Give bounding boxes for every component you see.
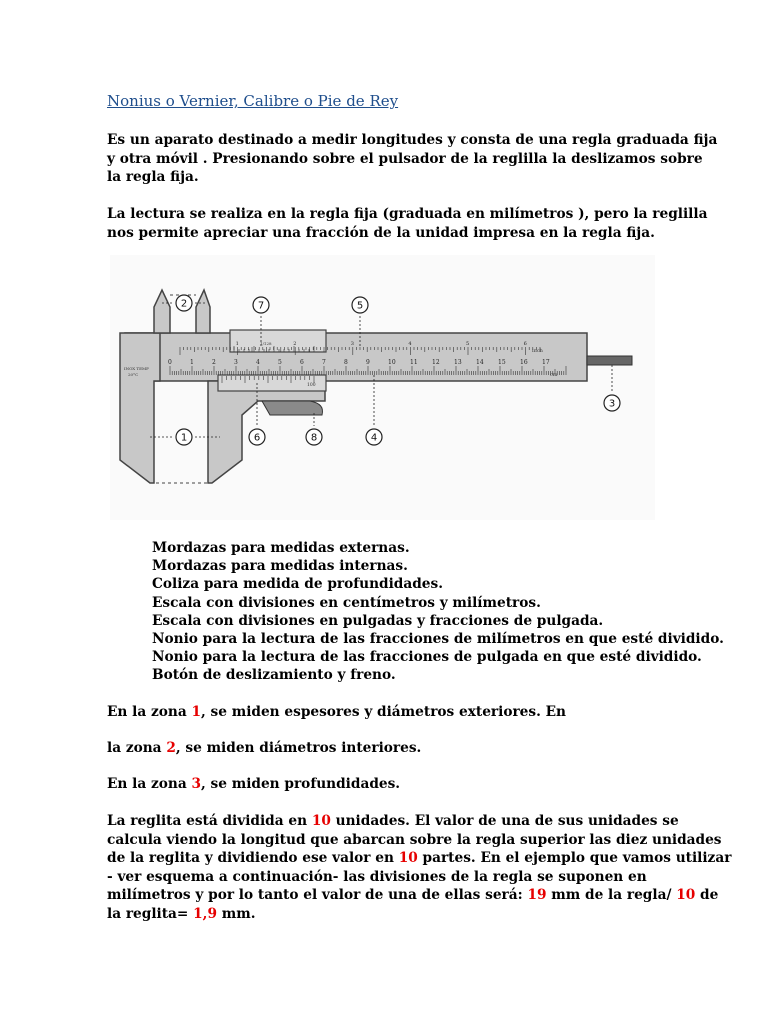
sliding-inner-jaw [196, 290, 210, 333]
intro-line: y otra móvil . Presionando sobre el pulsador de la reglilla la deslizamos sobre [107, 150, 703, 167]
main-scale-number: 14 [476, 359, 484, 366]
main-scale-number: 4 [256, 359, 260, 366]
intro-line: Es un aparato destinado a medir longitudes y consta de una regla graduada fija [107, 132, 718, 148]
main-scale-number: 15 [498, 359, 506, 366]
main-scale-number: 0 [168, 359, 172, 366]
main-scale-number: 11 [410, 359, 418, 366]
callout-number: 6 [253, 432, 261, 444]
main-scale-number: 9 [366, 359, 370, 366]
fixed-inner-jaw [154, 290, 170, 333]
inch-scale-number: 6 [523, 341, 527, 347]
zone-number: 2 [166, 740, 176, 756]
thumb-button [262, 401, 323, 415]
part-item: Mordazas para medidas externas. [152, 540, 410, 556]
inch-label: inch [532, 348, 543, 354]
reading-paragraph [107, 205, 707, 242]
inch-scale-number: 2 [293, 341, 297, 347]
callout-number: 8 [310, 432, 318, 444]
plate-label-1: INOX TEMP [124, 366, 149, 371]
callout-number: 7 [257, 300, 265, 312]
highlight-number: 10 [398, 850, 418, 866]
highlight-number: 1,9 [193, 905, 217, 922]
caliper-diagram [110, 255, 655, 520]
zone-number: 3 [191, 776, 202, 792]
nonius-end-label: 100 [307, 383, 316, 388]
main-scale-number: 6 [300, 359, 304, 366]
cm-label: cm [550, 372, 558, 378]
zone-3-text: En la zona 3, se miden profundidades. [107, 776, 401, 792]
zone-number: 1 [191, 704, 202, 720]
main-scale-number: 17 [542, 359, 550, 366]
inch-scale-number: 1 [235, 341, 239, 347]
main-scale-number: 3 [234, 359, 238, 366]
part-item: Nonio para la lectura de las fracciones de milímetros en que esté dividido. [152, 631, 724, 648]
highlight-number: 10 [676, 887, 696, 903]
zone-2-text: la zona 2, se miden diámetros interiores. [107, 740, 422, 756]
fixed-jaw [120, 333, 160, 483]
callout-3 [604, 365, 620, 411]
main-scale-number: 10 [388, 359, 396, 366]
depth-rod [587, 356, 632, 365]
main-scale-number: 7 [322, 359, 326, 366]
reading-line: nos permite apreciar una fracción de la unidad impresa en la regla fija. [107, 224, 655, 241]
main-scale-number: 12 [432, 359, 440, 366]
part-item: Nonio para la lectura de las fracciones de pulgada en que esté dividido. [152, 649, 702, 666]
inch-scale-number: 4 [408, 341, 412, 347]
vernier-inch-label: 1/128 [260, 341, 272, 346]
part-item: Mordazas para medidas internas. [152, 558, 408, 575]
highlight-number: 10 [311, 813, 331, 829]
main-scale-number: 16 [520, 359, 528, 366]
callout-4 [366, 375, 382, 445]
main-scale-number: 1 [190, 359, 194, 366]
intro-line: la regla fija. [107, 169, 199, 185]
caliper-svg [110, 255, 655, 520]
inch-scale-number: 5 [466, 341, 470, 347]
callout-number: 4 [370, 432, 378, 444]
main-scale-number: 5 [278, 359, 282, 366]
reading-line: La lectura se realiza en la regla fija (graduada en milímetros ), pero la reglilla [107, 206, 708, 222]
parts-list [152, 539, 724, 685]
part-item: Escala con divisiones en pulgadas y fracciones de pulgada. [152, 612, 604, 629]
main-scale-number: 8 [344, 359, 348, 366]
final-paragraph: La reglita está dividida en 10 unidades. El valor de una de sus unidades se calcula viendo la longitud que abarcan sobre la regla superior las diez unidades de la reglita y dividiendo ese valor en 10 partes. En el ejemplo que vamos utilizar - ver esquema a continuación- las divisiones de la regla se suponen en milímetros y por lo tanto el valor de una de ellas será: 19 mm de la regla/ 10 de la reglita= 1,9 mm. [107, 813, 732, 922]
zone-1-text: En la zona 1, se miden espesores y diámetros exteriores. En [107, 704, 566, 720]
callout-8 [306, 413, 322, 445]
inch-scale-number: 3 [350, 341, 354, 347]
callout-number: 2 [180, 298, 188, 310]
part-item: Botón de deslizamiento y freno. [152, 667, 396, 684]
highlight-number: 19 [527, 887, 547, 903]
part-item: Coliza para medida de profundidades. [152, 576, 443, 593]
callout-number: 1 [180, 432, 188, 444]
page-title: Nonius o Vernier, Calibre o Pie de Rey [107, 92, 399, 110]
main-scale-number: 2 [212, 359, 216, 366]
callout-number: 3 [608, 398, 616, 410]
inch-vernier-plate [230, 330, 326, 352]
plate-label-2: 20°C [128, 372, 139, 377]
part-item: Escala con divisiones en centímetros y milímetros. [152, 594, 541, 611]
callout-number: 5 [356, 300, 364, 312]
intro-paragraph [107, 131, 717, 187]
main-scale-number: 13 [454, 359, 462, 366]
